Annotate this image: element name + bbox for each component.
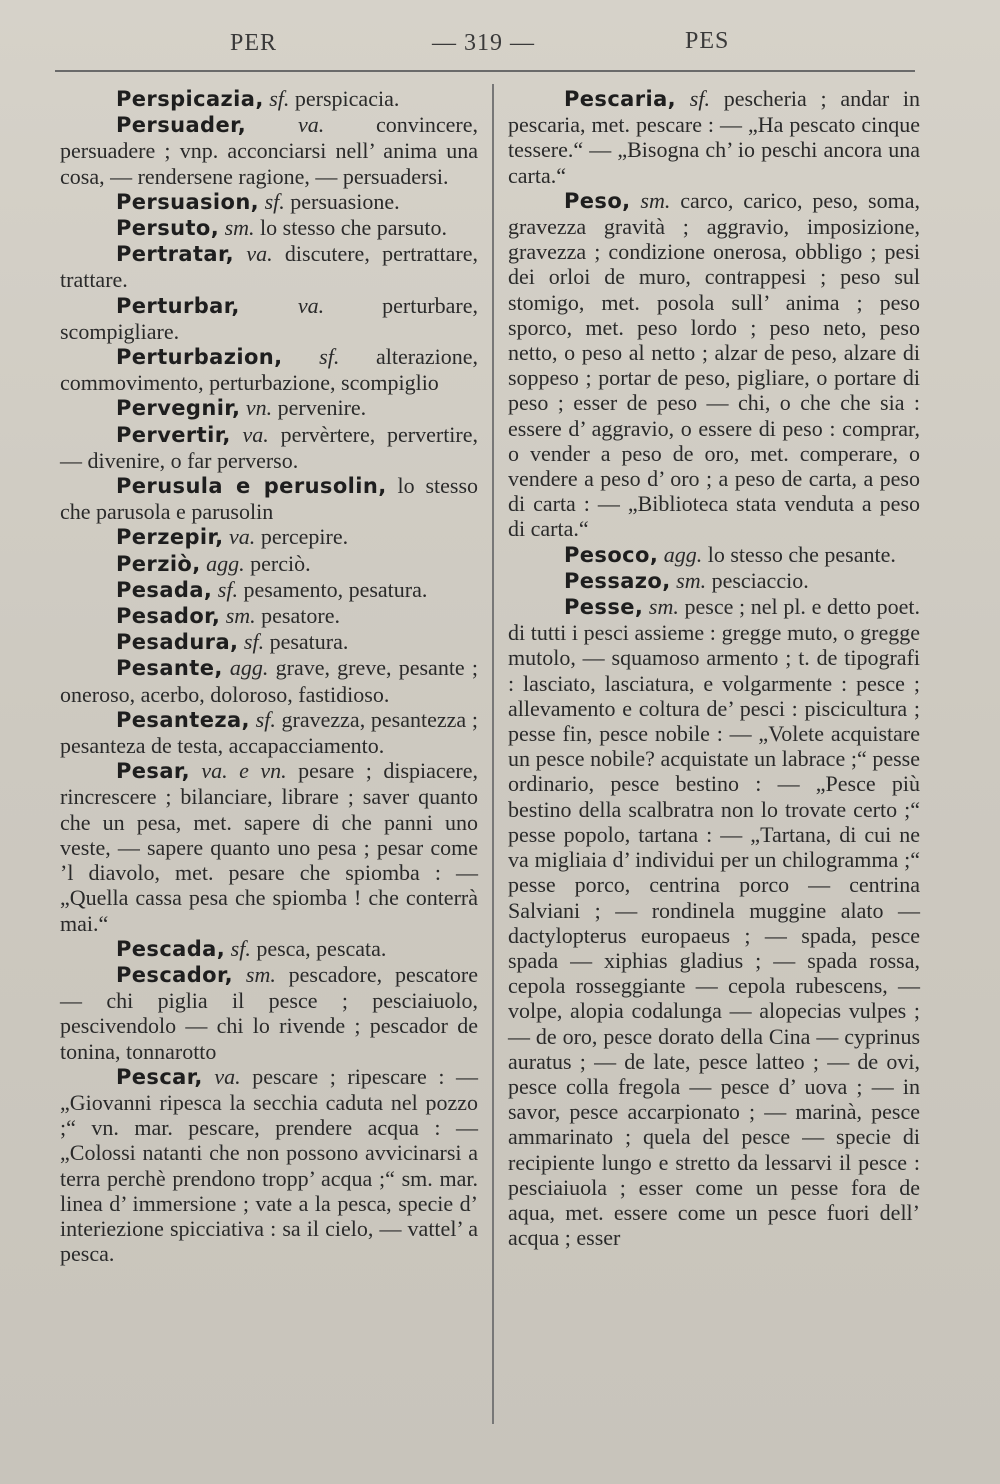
- entry-definition: carco, carico, peso, soma, gravezza gravità ; aggravio, imposizione, gravezza ; condizione onerosa, obbligo ; pesi dei orloi de muro, contrappesi ; peso sul stomigo, met. posola sull’ anima ; peso sporco, met. peso lordo ; peso neto, peso netto, o peso al netto ; alzar de peso, alzare di soppeso ; portar de peso, pigliare, o portare di peso ; esser de peso — chi, o che che sia : essere d’ aggravio, o essere di peso : comprar, o vender a peso de oro, met. comperare, o vendere a peso d’ oro ; a peso de carta, a peso di carta : — „Biblioteca stata venduta a peso di carta.“: [508, 187, 920, 542]
- entry-definition: pescare ; ripescare : — „Giovanni ripesca la secchia caduta nel pozzo ;“ vn. mar. pescare, prendere acqua : — „Colossi natanti che non possono avvicinarsi a terra perchè prendono tropp’ acqua ;“ sm. mar. linea d’ immersione ; vate a la pesca, specie d’ interiezione spicciativa : sa il cielo, — vattel’ a pesca.: [60, 1063, 478, 1267]
- entry-headword: Perturbazion,: [116, 345, 283, 370]
- dictionary-entry: [60, 629, 478, 655]
- dictionary-entry: [60, 758, 478, 935]
- entry-grammar-label: sf.: [264, 188, 285, 214]
- entry-grammar-label: sm.: [676, 567, 707, 593]
- dictionary-entry: [60, 112, 478, 189]
- dictionary-entry: [60, 655, 478, 706]
- entry-headword: Peso,: [564, 188, 631, 213]
- entry-grammar-label: sm.: [245, 961, 276, 987]
- entry-grammar-label: va.: [246, 241, 273, 267]
- column-divider: [492, 84, 494, 1424]
- entry-grammar-label: sf.: [255, 706, 276, 732]
- entry-definition: lo stesso che pesante.: [707, 541, 896, 567]
- dictionary-entry: [508, 594, 920, 1250]
- dictionary-entry: [60, 1064, 478, 1267]
- entry-definition: pervenire.: [277, 395, 367, 421]
- entry-grammar-label: agg.: [229, 655, 269, 681]
- entry-headword: Pesador,: [116, 604, 221, 629]
- entry-definition: perciò.: [250, 550, 311, 576]
- entry-headword: Pessazo,: [564, 568, 671, 593]
- dictionary-entry: [508, 188, 920, 542]
- entry-definition: perturbare, scompigliare.: [60, 292, 479, 344]
- entry-headword: Pesante,: [116, 656, 223, 681]
- entry-definition: pesamento, pesatura.: [243, 576, 428, 602]
- entry-grammar-label: va.: [214, 1063, 241, 1089]
- entry-grammar-label: vn.: [245, 395, 273, 421]
- dictionary-entry: [60, 473, 478, 524]
- entry-headword: Perzepir,: [116, 525, 224, 550]
- dictionary-entry: [60, 215, 478, 241]
- entry-headword: Pervegnir,: [116, 396, 241, 421]
- entry-headword: Pesada,: [116, 577, 213, 602]
- entry-headword: Persuader,: [116, 113, 247, 138]
- right-column: [508, 86, 920, 1250]
- entry-headword: Pescada,: [116, 936, 226, 961]
- entry-definition: pesca, pescata.: [256, 935, 387, 961]
- dictionary-entry: [508, 542, 920, 568]
- entry-grammar-label: agg.: [663, 541, 703, 567]
- entry-headword: Pescaria,: [564, 87, 677, 111]
- dictionary-entry: [60, 524, 478, 550]
- entry-definition: pesatura.: [269, 629, 349, 655]
- dictionary-entry: [60, 344, 478, 395]
- entry-definition: pesce ; nel pl. e detto poet. di tutti i pesci assieme : gregge muto, o gregge mutolo, — squamoso armento ; t. de tipografi : lasciato, lasciatura, e volgarmente : pesce ; allevamento e coltura de’ pesci : piscicultura ; pesse fin, pesce nobile : — „Volete acquistare un pesce nobile? acquistate un labrace ;“ pesse ordinario, pesce bestino : — „Pesce più bestino della scalbratra non lo trovate certo ;“ pesse popolo, tartana : — „Tartana, di cui ne va migliaia d’ individui per un chilogramma ;“ pesse porco, centrina porco — centrina Salviani ; — rondinela muggine alato — dactylopterus europaeus ; — spada, pesce spada — xiphias gladius ; — spada rossa, cepola rosseggiante — cepola rubescens, — volpe, alopia codalunga — alopecias vulpes ; — de oro, pesce dorato della Cina — cyprinus auratus ; — de late, pesce latteo ; — de ovi, pesce colla fregola — pesce d’ uova ; — in savor, pesce accarpionato ; — marinà, pesce ammarinato ; quela del pesce — specie di recipiente lungo e stretto da lessarvi il pesce : pesciaiuola ; esser come un pesse fora de aqua, met. essere come un pesce fuori dell’ acqua ; esser: [508, 594, 921, 1251]
- entry-definition: pescadore, pescatore — chi piglia il pesce ; pesciaiuolo, pescivendolo — chi lo rivende ; pescador de tonina, tonnarotto: [60, 961, 478, 1064]
- dictionary-entry: [60, 395, 478, 421]
- entry-grammar-label: sm.: [225, 603, 256, 629]
- entry-grammar-label: va.: [297, 292, 325, 318]
- dictionary-entry: [60, 422, 478, 473]
- entry-grammar-label: sf.: [230, 935, 251, 961]
- dictionary-entry: [60, 293, 478, 344]
- entry-definition: pesciaccio.: [711, 567, 809, 593]
- entry-definition: pervèrtere, pervertire, — divenire, o far perverso.: [60, 421, 479, 473]
- header-right-guide-word: PES: [685, 28, 730, 54]
- entry-grammar-label: va.: [242, 421, 269, 447]
- entry-headword: Pesanteza,: [116, 707, 250, 732]
- dictionary-entry: [60, 577, 478, 603]
- dictionary-entry: [60, 603, 478, 629]
- entry-definition: percepire.: [260, 524, 349, 550]
- entry-grammar-label: sf.: [319, 344, 340, 370]
- entry-headword: Pesoco,: [564, 542, 659, 567]
- entry-grammar-label: sm.: [648, 594, 679, 620]
- dictionary-entry: [60, 707, 478, 758]
- entry-definition: convincere, persuadere ; vnp. acconciarsi nell’ anima una cosa, — rendersene ragione, — persuadersi.: [60, 112, 478, 189]
- entry-headword: Pescador,: [116, 962, 234, 987]
- entry-headword: Perziò,: [116, 551, 201, 576]
- entry-headword: Pesse,: [564, 595, 644, 620]
- page-number: — 319 —: [432, 30, 535, 56]
- entry-definition: grave, greve, pesante ; oneroso, acerbo, doloroso, fastidioso.: [60, 655, 479, 707]
- entry-definition: perspicacia.: [294, 86, 400, 111]
- entry-grammar-label: agg.: [206, 550, 245, 576]
- entry-grammar-label: va. e vn.: [201, 758, 287, 784]
- entry-definition: alterazione, commovimento, perturbazione, scompiglio: [60, 344, 479, 396]
- entry-headword: Pesadura,: [116, 630, 239, 655]
- header-rule: [55, 70, 915, 72]
- entry-definition: lo stesso che parusola e parusolin: [60, 473, 479, 525]
- entry-headword: Pescar,: [116, 1064, 203, 1089]
- dictionary-entry: [60, 86, 478, 112]
- entry-grammar-label: va.: [297, 112, 325, 138]
- entry-headword: Persuasion,: [116, 189, 260, 214]
- entry-headword: Perspicazia,: [116, 87, 264, 111]
- dictionary-entry: [60, 189, 478, 215]
- entry-headword: Perusula e perusolin,: [116, 474, 387, 499]
- dictionary-entry: [508, 86, 920, 188]
- entry-grammar-label: sf.: [217, 576, 238, 602]
- entry-definition: pesatore.: [261, 603, 340, 629]
- entry-definition: lo stesso che parsuto.: [260, 215, 448, 241]
- dictionary-entry: [60, 241, 478, 292]
- dictionary-entry: [60, 962, 478, 1064]
- entry-definition: gravezza, pesantezza ; pesanteza de testa, accapacciamento.: [60, 706, 478, 759]
- entry-headword: Pesar,: [116, 759, 190, 784]
- entry-definition: pescheria ; andar in pescaria, met. pescare : — „Ha pescato cinque tessere.“ — „Bisogna ch’ io peschi ancora una carta.“: [508, 86, 921, 188]
- entry-grammar-label: sf.: [689, 86, 710, 111]
- entry-headword: Pervertir,: [116, 422, 231, 447]
- left-column: [60, 86, 478, 1266]
- entry-headword: Pertratar,: [116, 242, 235, 267]
- entry-grammar-label: sm.: [224, 215, 255, 241]
- entry-headword: Perturbar,: [116, 293, 240, 318]
- page-header: [0, 28, 1000, 68]
- entry-grammar-label: sf.: [269, 86, 290, 111]
- dictionary-entry: [508, 568, 920, 594]
- entry-definition: persuasione.: [290, 188, 400, 214]
- entry-grammar-label: va.: [229, 524, 256, 550]
- entry-definition: pesare ; dispiacere, rincrescere ; bilanciare, librare ; saver quanto che un pesa, met. sapere di che panni uno veste, — sapere quanto uno pesa ; pesar come ’l diavolo, met. pesare che spiomba : — „Quella cassa pesa che spiomba ! che conterrà mai.“: [60, 758, 479, 936]
- entry-definition: discutere, pertrattare, trattare.: [60, 241, 478, 293]
- header-left-guide-word: PER: [230, 30, 278, 56]
- dictionary-entry: [60, 551, 478, 577]
- entry-headword: Persuto,: [116, 216, 220, 241]
- entry-grammar-label: sf.: [243, 629, 265, 655]
- dictionary-entry: [60, 936, 478, 962]
- entry-grammar-label: sm.: [640, 187, 671, 213]
